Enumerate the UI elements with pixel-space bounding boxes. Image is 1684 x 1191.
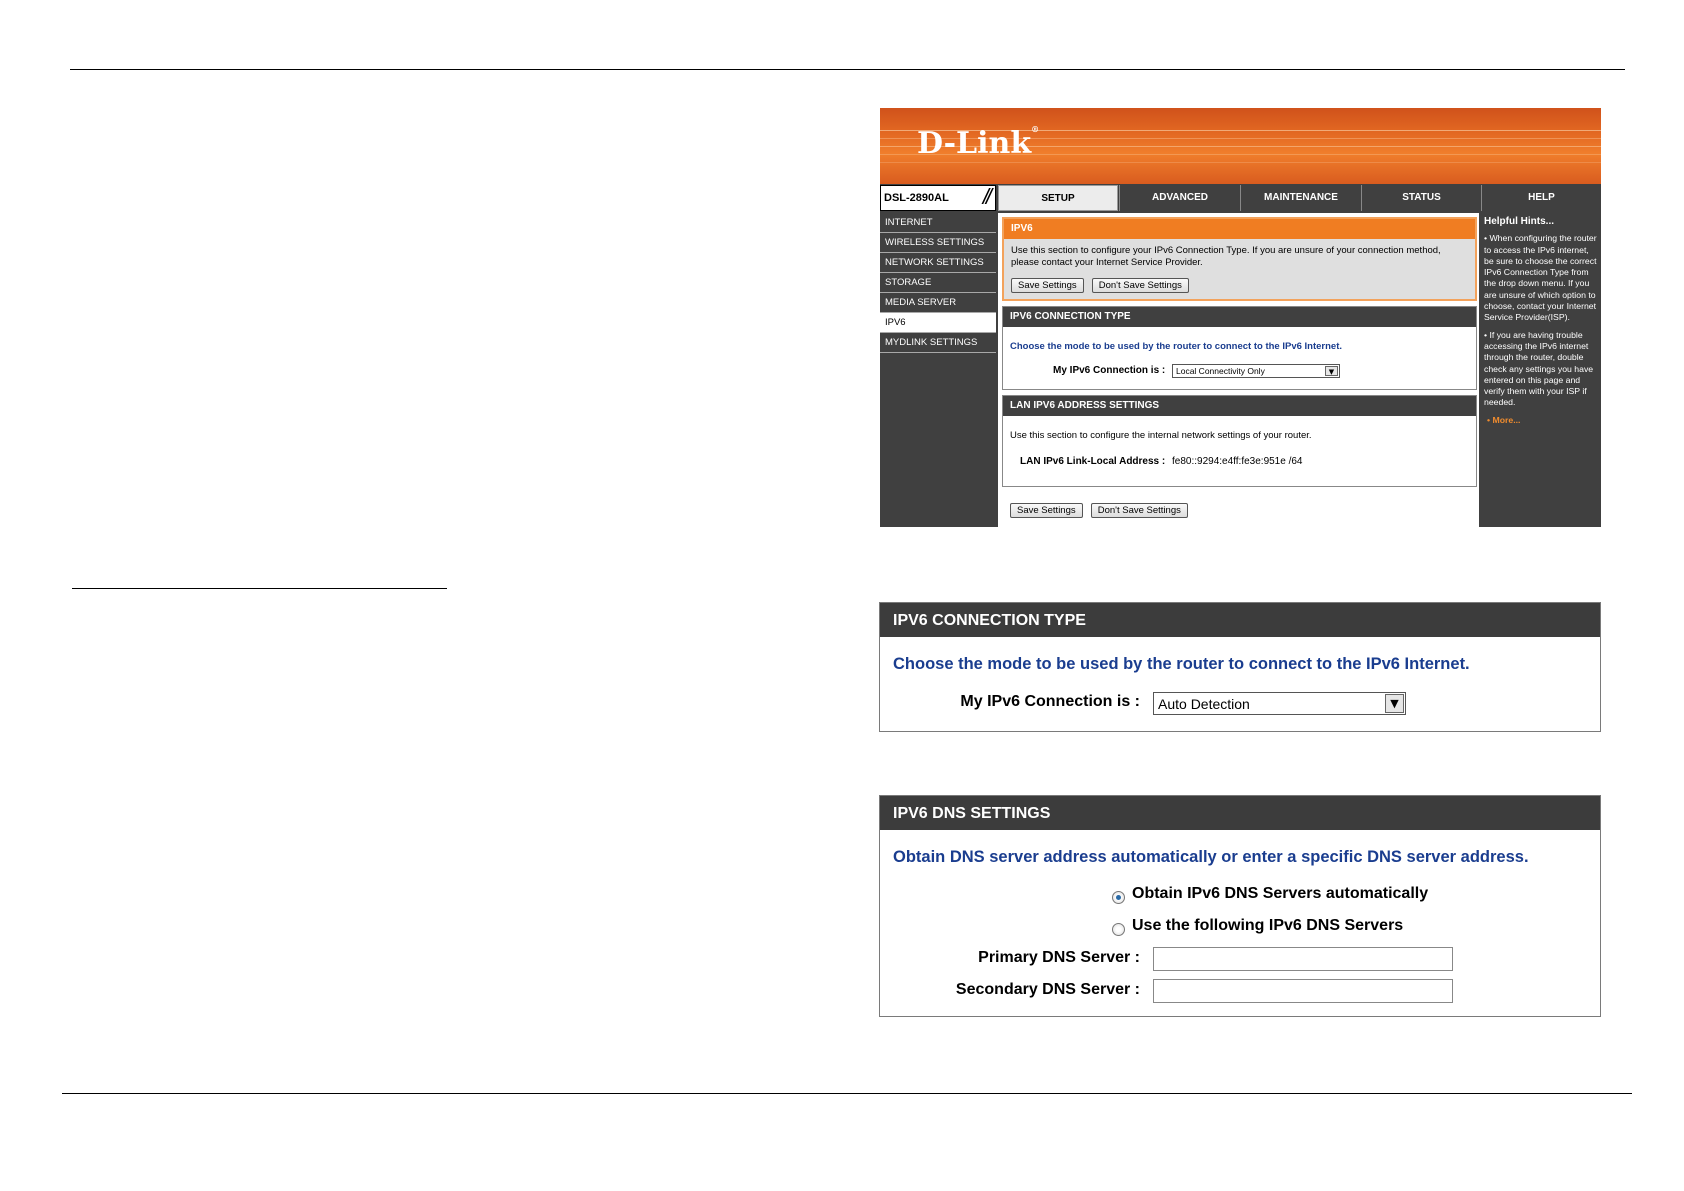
top-navigation (880, 185, 1601, 211)
chevron-down-icon[interactable]: ▼ (1385, 694, 1404, 713)
crop-connection-type-label: My IPv6 Connection is : (960, 693, 1140, 710)
ipv6-intro-section (1002, 217, 1477, 301)
primary-dns-label: Primary DNS Server : (978, 949, 1140, 966)
lan-ipv6-section (1002, 395, 1477, 487)
secondary-dns-input[interactable] (1153, 979, 1453, 1003)
bottom-rule (62, 1093, 1632, 1094)
dont-save-settings-button[interactable]: Don't Save Settings (1092, 278, 1189, 293)
radio-obtain-dns-auto-label: Obtain IPv6 DNS Servers automatically (1132, 885, 1429, 902)
ipv6-intro-description: Use this section to configure your IPv6 Connection Type. If you are unsure of your connection method, please contact your Internet Service Provider. (1011, 245, 1441, 268)
sidebar-item-media-server[interactable]: MEDIA SERVER (880, 293, 996, 313)
connection-type-title: IPV6 CONNECTION TYPE (1003, 307, 1476, 327)
tab-maintenance[interactable]: MAINTENANCE (1240, 185, 1361, 211)
link-local-value: fe80::9294:e4ff:fe3e:951e /64 (1172, 456, 1303, 467)
left-navigation (880, 213, 996, 527)
help-hint-1: • When configuring the router to access the IPv6 internet, be sure to choose the correct IPv6 Connection Type from the drop down menu. If you are unsure of which option to choose, contact your Internet Service Provider(ISP). (1484, 233, 1597, 323)
tab-help[interactable]: HELP (1481, 185, 1601, 211)
tab-setup[interactable]: SETUP (998, 185, 1118, 211)
chevron-down-icon[interactable]: ▼ (1325, 366, 1338, 376)
help-hint-2: • If you are having trouble accessing the IPv6 internet through the router, double check any settings you have entered on this page and verify them with your ISP if needed. (1484, 329, 1594, 408)
sidebar-item-internet[interactable]: INTERNET (880, 213, 996, 233)
tab-status[interactable]: STATUS (1361, 185, 1481, 211)
link-local-label: LAN IPv6 Link-Local Address : (1020, 456, 1166, 467)
section-underline (72, 588, 447, 589)
radio-obtain-dns-auto[interactable] (1112, 891, 1125, 904)
sidebar-item-network-settings[interactable]: NETWORK SETTINGS (880, 253, 996, 273)
ipv6-intro-title: IPV6 (1004, 219, 1475, 239)
primary-dns-input[interactable] (1153, 947, 1453, 971)
main-content (998, 213, 1479, 527)
crop-connection-type-title: IPV6 CONNECTION TYPE (880, 603, 1600, 637)
dlink-logo: D-Link® (917, 124, 1040, 161)
crop-connection-type-panel (879, 602, 1601, 732)
connection-type-select[interactable]: Local Connectivity Only ▼ (1172, 364, 1340, 378)
crop-connection-type-select[interactable]: Auto Detection ▼ (1153, 692, 1406, 715)
save-settings-button-bottom[interactable]: Save Settings (1010, 503, 1083, 518)
crop-dns-description: Obtain DNS server address automatically or enter a specific DNS server address. (893, 848, 1529, 866)
sidebar-item-wireless-settings[interactable]: WIRELESS SETTINGS (880, 233, 996, 253)
router-ui-screenshot (880, 108, 1601, 527)
sidebar-item-ipv6[interactable]: IPV6 (880, 313, 996, 333)
crop-connection-type-description: Choose the mode to be used by the router to connect to the IPv6 Internet. (893, 655, 1470, 673)
lan-ipv6-description: Use this section to configure the internal network settings of your router. (1010, 430, 1312, 441)
connection-type-section (1002, 306, 1477, 390)
secondary-dns-label: Secondary DNS Server : (955, 981, 1140, 998)
crop-dns-settings-panel (879, 795, 1601, 1017)
model-label: DSL-2890AL // (880, 185, 996, 211)
save-settings-button[interactable]: Save Settings (1011, 278, 1084, 293)
tab-advanced[interactable]: ADVANCED (1119, 185, 1240, 211)
sidebar-item-mydlink-settings[interactable]: MYDLINK SETTINGS (880, 333, 996, 353)
top-rule (70, 69, 1625, 70)
header-banner (880, 108, 1601, 184)
radio-use-following-dns-label: Use the following IPv6 DNS Servers (1132, 917, 1404, 934)
sidebar-item-storage[interactable]: STORAGE (880, 273, 996, 293)
connection-type-label: My IPv6 Connection is : (1053, 365, 1166, 376)
lan-ipv6-title: LAN IPV6 ADDRESS SETTINGS (1003, 396, 1476, 416)
help-more-link[interactable]: • More... (1487, 414, 1521, 425)
crop-dns-settings-title: IPV6 DNS SETTINGS (880, 796, 1600, 830)
connection-type-description: Choose the mode to be used by the router to connect to the IPv6 Internet. (1010, 341, 1343, 352)
help-panel (1481, 213, 1601, 527)
radio-use-following-dns[interactable] (1112, 923, 1125, 936)
help-title: Helpful Hints... (1484, 216, 1554, 227)
dont-save-settings-button-bottom[interactable]: Don't Save Settings (1091, 503, 1188, 518)
